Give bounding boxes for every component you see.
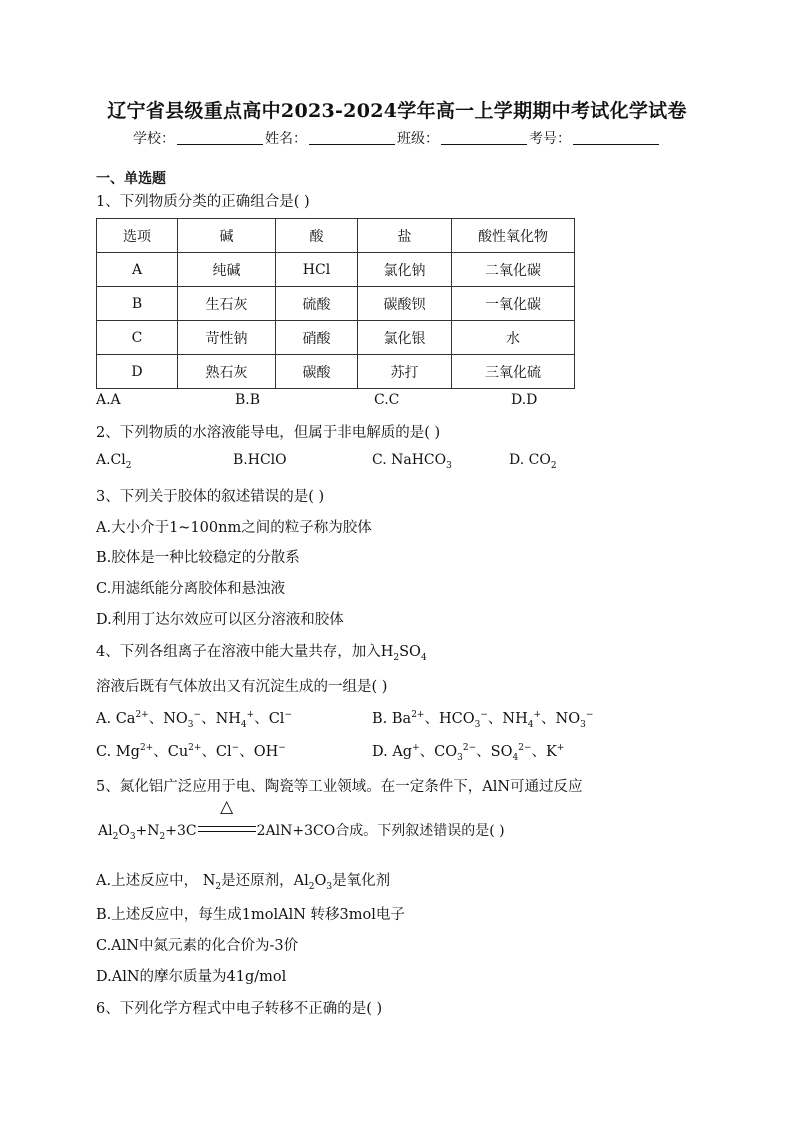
table-cell: A: [97, 253, 178, 287]
header-cell: 选项: [97, 219, 178, 253]
table-cell: 碳酸钡: [358, 287, 452, 321]
table-row: [97, 355, 575, 389]
q2-options: [96, 452, 557, 471]
table-cell: 硝酸: [276, 321, 358, 355]
classification-table: [96, 218, 575, 389]
q5-equation-tail: 2AlN+3CO合成。下列叙述错误的是( ): [256, 823, 505, 839]
q1-stem: 1、下列物质分类的正确组合是( ): [96, 194, 310, 210]
q1-option-b[interactable]: B.B: [235, 392, 261, 408]
q2-stem: 2、下列物质的水溶液能导电，但属于非电解质的是( ): [96, 425, 441, 441]
heat-condition: [197, 797, 257, 839]
class-blank[interactable]: [441, 132, 527, 145]
table-cell: 生石灰: [178, 287, 276, 321]
header-cell: 盐: [358, 219, 452, 253]
table-row: [97, 287, 575, 321]
table-cell: B: [97, 287, 178, 321]
exam-no-label: 考号：: [529, 131, 571, 147]
q4-option-d[interactable]: D. Ag+、$CO_3^{2-}$、$SO_4^{2-}$、K+: [372, 743, 565, 763]
q3-option-c[interactable]: C.用滤纸能分离胶体和悬浊液: [96, 581, 286, 597]
table-cell: 苏打: [358, 355, 452, 389]
header-cell: 酸: [276, 219, 358, 253]
table-cell: 一氧化碳: [452, 287, 575, 321]
name-label: 姓名：: [265, 131, 307, 147]
q4-stem-cont: 溶液后既有气体放出又有沉淀生成的一组是( ): [96, 679, 388, 695]
header-cell: 碱: [178, 219, 276, 253]
table-cell: 熟石灰: [178, 355, 276, 389]
table-header-row: [97, 219, 575, 253]
table-cell: 二氧化碳: [452, 253, 575, 287]
table-cell: 硫酸: [276, 287, 358, 321]
student-info: [0, 128, 794, 148]
q1-option-d[interactable]: D.D: [511, 392, 538, 408]
q5-stem: 5、氮化铝广泛应用于电、陶瓷等工业领域。在一定条件下，AlN可通过反应: [96, 779, 583, 795]
q4-option-b[interactable]: B. $Ba^{2+}$、$HCO_3^-$、$NH_4^+$、$NO_3^-$: [372, 710, 594, 730]
section-heading: 一、单选题: [96, 171, 166, 187]
table-row: [97, 321, 575, 355]
q3-stem: 3、下列关于胶体的叙述错误的是( ): [96, 489, 325, 505]
table-cell: C: [97, 321, 178, 355]
table-cell: 氯化银: [358, 321, 452, 355]
q4-stem: 4、下列各组离子在溶液中能大量共存，加入$H_2SO_4$: [96, 644, 427, 663]
name-blank[interactable]: [309, 132, 395, 145]
q1-option-c[interactable]: C.C: [374, 392, 400, 408]
q2-option-c[interactable]: C. NaHCO$_3$: [372, 452, 452, 471]
q2-option-d[interactable]: D. $CO_2$: [509, 452, 557, 471]
q5-option-b[interactable]: B.上述反应中，每生成1molAlN 转移3mol电子: [96, 907, 405, 923]
q3-option-d[interactable]: D.利用丁达尔效应可以区分溶液和胶体: [96, 612, 344, 628]
q5-option-c[interactable]: C.AlN中氮元素的化合价为-3价: [96, 938, 299, 954]
table-row: [97, 253, 575, 287]
q1-option-a[interactable]: A.A: [96, 392, 121, 408]
table-cell: 水: [452, 321, 575, 355]
heat-triangle-icon: △: [220, 797, 234, 817]
q6-stem: 6、下列化学方程式中电子转移不正确的是( ): [96, 1001, 383, 1017]
table-cell: 纯碱: [178, 253, 276, 287]
q4-option-c[interactable]: C. $Mg^{2+}$、$Cu^{2+}$、Cl−、OH−: [96, 743, 286, 760]
exam-no-blank[interactable]: [573, 132, 659, 145]
q5-equation: $Al_2O_3+N_2+3C$ △ 2AlN+3CO合成。下列叙述错误的是( ): [98, 797, 505, 842]
class-label: 班级：: [397, 131, 439, 147]
table-cell: HCl: [276, 253, 358, 287]
q2-option-a[interactable]: $A.Cl_2$: [96, 452, 132, 471]
q3-option-b[interactable]: B.胶体是一种比较稳定的分散系: [96, 550, 300, 566]
table-cell: 苛性钠: [178, 321, 276, 355]
q5-option-d[interactable]: D.AlN的摩尔质量为41g/mol: [96, 969, 287, 985]
school-blank[interactable]: [177, 132, 263, 145]
table-cell: D: [97, 355, 178, 389]
table-cell: 碳酸: [276, 355, 358, 389]
table-cell: 氯化钠: [358, 253, 452, 287]
q3-option-a[interactable]: A.大小介于1~100nm之间的粒子称为胶体: [96, 520, 372, 536]
q5-option-a[interactable]: A.上述反应中， $N_2$是还原剂，$Al_2O_3$是氧化剂: [96, 873, 391, 892]
q2-option-b[interactable]: B.HClO: [233, 452, 287, 468]
table-cell: 三氧化硫: [452, 355, 575, 389]
page-title: 辽宁省县级重点高中2023-2024学年高一上学期期中考试化学试卷: [107, 100, 687, 122]
school-label: 学校：: [133, 131, 175, 147]
header-cell: 酸性氧化物: [452, 219, 575, 253]
q4-option-a[interactable]: A. $Ca^{2+}$、$NO_3^-$、$NH_4^+$、Cl−: [96, 710, 292, 730]
q1-options: [96, 392, 537, 408]
